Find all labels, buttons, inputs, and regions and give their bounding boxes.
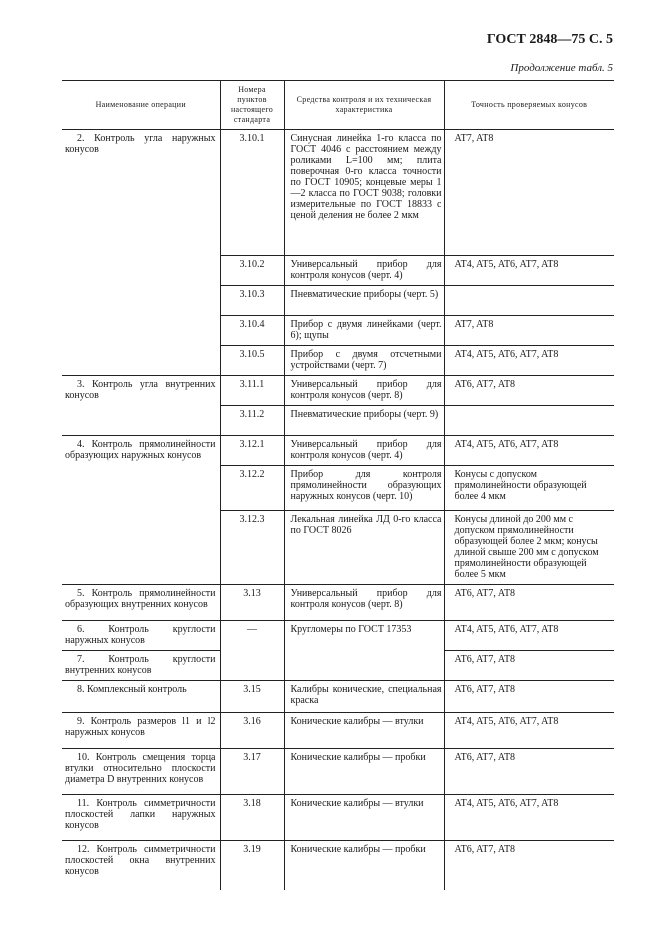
column-header-accuracy: Точность проверяемых конусов	[471, 100, 588, 109]
control-means-cell-text: Конические калибры — втулки	[290, 716, 424, 727]
table-row	[62, 376, 614, 406]
control-means-cell	[284, 436, 444, 466]
accuracy-cell	[444, 585, 614, 621]
operation-cell-text: 8. Комплексный контроль	[77, 684, 187, 695]
clause-number-cell-text: 3.13	[243, 588, 261, 599]
control-means-cell-text: Прибор с двумя отсчетными устройствами (черт. 7)	[290, 349, 442, 371]
operation-cell	[62, 651, 220, 681]
accuracy-cell-text: AT4, AT5, AT6, AT7, AT8	[454, 716, 559, 727]
clause-number-cell	[220, 346, 284, 376]
operation-cell-text: 4. Контроль прямолинейности образующих наружных конусов	[65, 439, 216, 461]
table-row	[62, 130, 614, 256]
control-means-cell	[284, 681, 444, 713]
operation-cell	[62, 130, 220, 376]
accuracy-cell	[444, 436, 614, 466]
clause-number-cell	[220, 316, 284, 346]
clause-number-cell	[220, 713, 284, 749]
control-means-cell	[284, 286, 444, 316]
control-means-cell-text: Прибор для контроля прямолинейности образующих наружных конусов (черт. 10)	[290, 469, 442, 502]
accuracy-cell-text: AT6, AT7, AT8	[454, 752, 516, 763]
control-means-cell	[284, 316, 444, 346]
control-methods-table	[62, 80, 614, 890]
table-body	[62, 130, 614, 891]
accuracy-cell-text: AT4, AT5, AT6, AT7, AT8	[454, 259, 559, 270]
clause-number-cell	[220, 256, 284, 286]
table-continuation-note: Продолжение табл. 5	[510, 62, 613, 74]
control-means-cell	[284, 406, 444, 436]
table-row	[62, 436, 614, 466]
control-means-cell	[284, 713, 444, 749]
column-header-operation: Наименование операции	[62, 81, 220, 130]
control-means-cell	[284, 795, 444, 841]
table-row	[62, 681, 614, 713]
accuracy-cell-text: AT4, AT5, AT6, AT7, AT8	[454, 624, 559, 635]
table-row	[62, 713, 614, 749]
accuracy-cell	[444, 466, 614, 511]
accuracy-cell	[444, 376, 614, 406]
operation-cell-text: 5. Контроль прямолинейности образующих внутренних конусов	[65, 588, 216, 610]
clause-number-cell	[220, 511, 284, 585]
accuracy-cell	[444, 511, 614, 585]
control-means-cell-text: Универсальный прибор для контроля конусов (черт. 4)	[290, 259, 442, 281]
clause-number-cell-text: 3.16	[243, 716, 261, 727]
clause-number-cell-text: 3.10.4	[239, 319, 265, 330]
accuracy-cell	[444, 681, 614, 713]
clause-number-cell-text: 3.11.1	[239, 379, 265, 390]
control-means-cell	[284, 585, 444, 621]
control-means-cell-text: Лекальная линейка ЛД 0-го класса по ГОСТ 8026	[290, 514, 442, 536]
accuracy-cell	[444, 651, 614, 681]
clause-number-cell-text: 3.17	[243, 752, 261, 763]
table-row	[62, 749, 614, 795]
operation-cell	[62, 585, 220, 621]
clause-number-cell-text: 3.11.2	[239, 409, 265, 420]
column-header-control-means: Средства контроля и их техническая характеристика	[284, 81, 444, 130]
control-means-cell	[284, 346, 444, 376]
accuracy-cell	[444, 316, 614, 346]
clause-number-cell-text: 3.19	[243, 844, 261, 855]
document-reference: ГОСТ 2848—75 С. 5	[486, 32, 613, 47]
accuracy-cell	[444, 346, 614, 376]
accuracy-cell-text: AT6, AT7, AT8	[454, 684, 516, 695]
control-means-cell	[284, 466, 444, 511]
control-means-cell	[284, 130, 444, 256]
control-means-cell-text: Конические калибры — втулки	[290, 798, 424, 809]
clause-number-cell	[220, 795, 284, 841]
operation-cell-text: 7. Контроль круглости внутренних конусов	[65, 654, 216, 676]
control-means-cell	[284, 749, 444, 795]
control-means-cell-text: Пневматические приборы (черт. 9)	[290, 409, 439, 420]
accuracy-cell	[444, 795, 614, 841]
table-row	[62, 585, 614, 621]
control-means-cell-text: Универсальный прибор для контроля конусов (черт. 4)	[290, 439, 442, 461]
clause-number-cell	[220, 585, 284, 621]
accuracy-cell	[444, 256, 614, 286]
operation-cell	[62, 681, 220, 713]
accuracy-cell	[444, 130, 614, 256]
control-means-cell-text: Конические калибры — пробки	[290, 752, 426, 763]
accuracy-cell-text: Конусы длиной до 200 мм с допуском прямолинейности образующей более 2 мкм; конусы длиной свыше 200 мм с допуском прямолинейности образующей более 5 мкм	[454, 514, 599, 580]
clause-number-cell-text: 3.10.3	[239, 289, 265, 300]
control-means-cell-text: Прибор с двумя линейками (черт. 6); щупы	[290, 319, 442, 341]
clause-number-cell-text: —	[247, 624, 257, 635]
clause-number-cell	[220, 841, 284, 891]
clause-number-cell	[220, 286, 284, 316]
control-means-cell-text: Универсальный прибор для контроля конусов (черт. 8)	[290, 379, 442, 401]
clause-number-cell-text: 3.10.2	[239, 259, 265, 270]
accuracy-cell	[444, 406, 614, 436]
clause-number-cell-text: 3.15	[243, 684, 261, 695]
control-means-cell-text: Пневматические приборы (черт. 5)	[290, 289, 439, 300]
control-means-cell	[284, 511, 444, 585]
operation-cell-text: 11. Контроль симметричности плоскостей лапки наружных конусов	[65, 798, 216, 831]
clause-number-cell	[220, 466, 284, 511]
clause-number-cell-text: 3.12.1	[239, 439, 265, 450]
control-means-cell-text: Конические калибры — пробки	[290, 844, 426, 855]
clause-number-cell	[220, 406, 284, 436]
clause-number-cell-text: 3.12.3	[239, 514, 265, 525]
accuracy-cell-text: AT4, AT5, AT6, AT7, AT8	[454, 798, 559, 809]
operation-cell	[62, 795, 220, 841]
accuracy-cell-text: Конусы с допуском прямолинейности образующей более 4 мкм	[454, 469, 587, 502]
control-means-cell-text: Синусная линейка 1-го класса по ГОСТ 4046 с расстоянием между роликами L=100 мм; плита поверочная 0-го класса точности по ГОСТ 10905; концевые меры 1—2 класса по ГОСТ 9038; головки измерительные по ГОСТ 18833 с ценой деления не более 2 мкм	[290, 133, 442, 221]
control-means-cell-text: Универсальный прибор для контроля конусов (черт. 8)	[290, 588, 442, 610]
accuracy-cell	[444, 841, 614, 891]
accuracy-cell-text: AT7, AT8	[454, 319, 494, 330]
table-row	[62, 841, 614, 891]
clause-number-cell-text: 3.10.1	[239, 133, 265, 144]
control-means-cell-text: Калибры конические, специальная краска	[290, 684, 442, 706]
operation-cell-text: 6. Контроль круглости наружных конусов	[65, 624, 216, 646]
table-row	[62, 795, 614, 841]
operation-cell	[62, 749, 220, 795]
column-header-clause-numbers: Номера пунктов настоящего стандарта	[220, 81, 284, 130]
control-means-cell	[284, 376, 444, 406]
operation-cell-text: 3. Контроль угла внутренних конусов	[65, 379, 216, 401]
clause-number-cell	[220, 130, 284, 256]
control-means-cell	[284, 841, 444, 891]
control-means-cell	[284, 621, 444, 681]
operation-cell-text: 2. Контроль угла наружных конусов	[65, 133, 216, 155]
accuracy-cell-text: AT4, AT5, AT6, AT7, AT8	[454, 439, 559, 450]
operation-cell	[62, 376, 220, 436]
clause-number-cell	[220, 621, 284, 681]
accuracy-cell	[444, 621, 614, 651]
clause-number-cell-text: 3.10.5	[239, 349, 265, 360]
clause-number-cell	[220, 681, 284, 713]
accuracy-cell-text: AT4, AT5, AT6, AT7, AT8	[454, 349, 559, 360]
accuracy-cell-text: AT6, AT7, AT8	[454, 588, 516, 599]
accuracy-cell-text: AT6, AT7, AT8	[454, 654, 516, 665]
clause-number-cell-text: 3.12.2	[239, 469, 265, 480]
operation-cell	[62, 436, 220, 585]
accuracy-cell-text: AT6, AT7, AT8	[454, 844, 516, 855]
operation-cell	[62, 841, 220, 891]
clause-number-cell	[220, 376, 284, 406]
accuracy-cell	[444, 749, 614, 795]
operation-cell-text: 9. Контроль размеров l1 и l2 наружных конусов	[65, 716, 216, 738]
control-means-cell-text: Кругломеры по ГОСТ 17353	[290, 624, 412, 635]
operation-cell-text: 12. Контроль симметричности плоскостей окна внутренних конусов	[65, 844, 216, 877]
operation-cell	[62, 621, 220, 651]
clause-number-cell	[220, 436, 284, 466]
clause-number-cell	[220, 749, 284, 795]
table-row	[62, 621, 614, 651]
table-header-row	[62, 81, 614, 130]
accuracy-cell	[444, 713, 614, 749]
accuracy-cell-text: AT7, AT8	[454, 133, 494, 144]
operation-cell	[62, 713, 220, 749]
control-means-cell	[284, 256, 444, 286]
operation-cell-text: 10. Контроль смещения торца втулки относительно плоскости диаметра D внутренних конусов	[65, 752, 216, 785]
accuracy-cell-text: AT6, AT7, AT8	[454, 379, 516, 390]
clause-number-cell-text: 3.18	[243, 798, 261, 809]
accuracy-cell	[444, 286, 614, 316]
